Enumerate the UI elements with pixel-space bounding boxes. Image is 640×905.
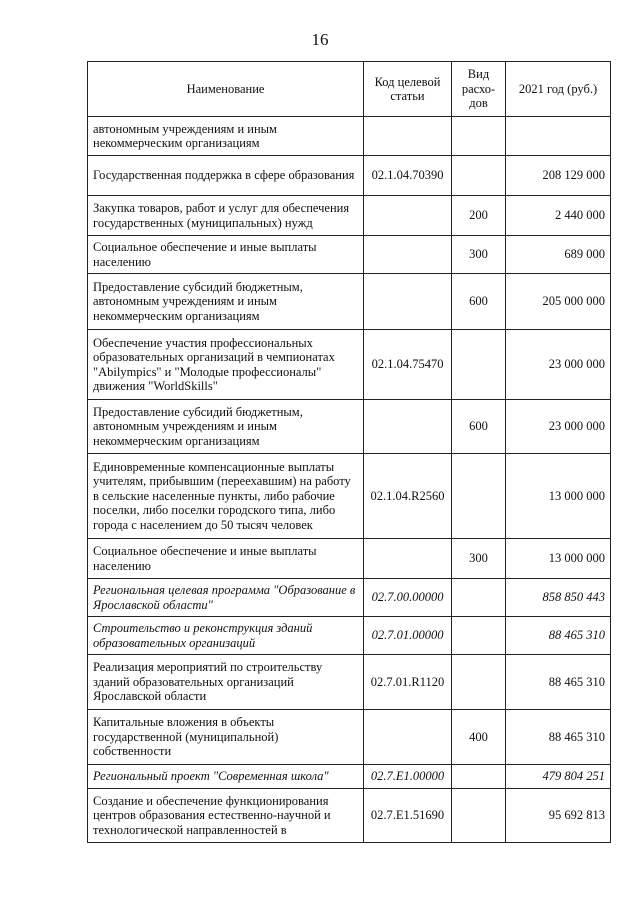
header-code: Код целевой статьи — [364, 62, 452, 117]
table-row — [88, 454, 611, 539]
row-code: 02.1.04.75470 — [364, 330, 452, 400]
row-name: Предоставление субсидий бюджетным, автономным учреждениям и иным некоммерческим организациям — [88, 400, 364, 454]
row-name: Обеспечение участия профессиональных образовательных организаций в чемпионатах "Abilympics" и "Молодые профессионалы" движения "WorldSkills" — [88, 330, 364, 400]
row-sum: 88 465 310 — [506, 617, 611, 655]
row-sum: 479 804 251 — [506, 765, 611, 789]
row-code — [364, 539, 452, 579]
row-code: 02.7.01.00000 — [364, 617, 452, 655]
header-sum: 2021 год (руб.) — [506, 62, 611, 117]
row-sum — [506, 117, 611, 156]
table-body — [88, 117, 611, 843]
row-code — [364, 274, 452, 330]
table-row — [88, 400, 611, 454]
row-code — [364, 710, 452, 765]
row-kind — [452, 617, 506, 655]
table-row — [88, 789, 611, 843]
row-name: Реализация мероприятий по строительству зданий образовательных организаций Ярославской области — [88, 655, 364, 710]
table-row — [88, 330, 611, 400]
row-code: 02.1.04.R2560 — [364, 454, 452, 539]
header-kind: Вид расхо-дов — [452, 62, 506, 117]
row-kind: 200 — [452, 196, 506, 236]
table-row — [88, 156, 611, 196]
row-kind — [452, 330, 506, 400]
row-code — [364, 117, 452, 156]
row-name: автономным учреждениям и иным некоммерческим организациям — [88, 117, 364, 156]
row-kind — [452, 454, 506, 539]
table-row — [88, 236, 611, 274]
table-row — [88, 655, 611, 710]
row-name: Закупка товаров, работ и услуг для обеспечения государственных (муниципальных) нужд — [88, 196, 364, 236]
row-sum: 2 440 000 — [506, 196, 611, 236]
row-name: Капитальные вложения в объекты государственной (муниципальной) собственности — [88, 710, 364, 765]
row-kind: 600 — [452, 274, 506, 330]
row-code — [364, 196, 452, 236]
row-sum: 95 692 813 — [506, 789, 611, 843]
table-header — [88, 62, 611, 117]
row-code: 02.7.Е1.51690 — [364, 789, 452, 843]
row-code: 02.7.Е1.00000 — [364, 765, 452, 789]
row-sum: 23 000 000 — [506, 330, 611, 400]
table-row — [88, 196, 611, 236]
row-code — [364, 400, 452, 454]
row-sum: 88 465 310 — [506, 655, 611, 710]
row-kind — [452, 789, 506, 843]
row-name: Государственная поддержка в сфере образования — [88, 156, 364, 196]
header-row — [88, 62, 611, 117]
row-kind — [452, 655, 506, 710]
budget-table — [87, 61, 611, 843]
table-row — [88, 539, 611, 579]
table-row-program — [88, 765, 611, 789]
row-sum: 13 000 000 — [506, 539, 611, 579]
table-row — [88, 274, 611, 330]
row-sum: 88 465 310 — [506, 710, 611, 765]
row-code: 02.7.01.R1120 — [364, 655, 452, 710]
row-sum: 13 000 000 — [506, 454, 611, 539]
row-kind: 300 — [452, 539, 506, 579]
row-kind — [452, 765, 506, 789]
row-kind — [452, 117, 506, 156]
row-sum: 208 129 000 — [506, 156, 611, 196]
row-code: 02.7.00.00000 — [364, 579, 452, 617]
row-kind — [452, 579, 506, 617]
row-code — [364, 236, 452, 274]
table-row — [88, 710, 611, 765]
row-kind: 400 — [452, 710, 506, 765]
table-row-program — [88, 617, 611, 655]
page-number: 16 — [311, 30, 329, 49]
row-name: Предоставление субсидий бюджетным, автономным учреждениям и иным некоммерческим организациям — [88, 274, 364, 330]
header-name: Наименование — [88, 62, 364, 117]
row-sum: 23 000 000 — [506, 400, 611, 454]
row-sum: 858 850 443 — [506, 579, 611, 617]
row-name: Региональная целевая программа "Образование в Ярославской области" — [88, 579, 364, 617]
row-kind: 600 — [452, 400, 506, 454]
row-name: Социальное обеспечение и иные выплаты населению — [88, 539, 364, 579]
row-code: 02.1.04.70390 — [364, 156, 452, 196]
table-row — [88, 117, 611, 156]
row-sum: 689 000 — [506, 236, 611, 274]
table-row-program — [88, 579, 611, 617]
row-kind: 300 — [452, 236, 506, 274]
row-name: Создание и обеспечение функционирования центров образования естественно-научной и технологической направленностей в — [88, 789, 364, 843]
row-sum: 205 000 000 — [506, 274, 611, 330]
row-name: Строительство и реконструкция зданий образовательных организаций — [88, 617, 364, 655]
row-name: Социальное обеспечение и иные выплаты населению — [88, 236, 364, 274]
row-name: Региональный проект "Современная школа" — [88, 765, 364, 789]
row-kind — [452, 156, 506, 196]
row-name: Единовременные компенсационные выплаты учителям, прибывшим (переехавшим) на работу в сельские населенные пункты, либо рабочие поселки, либо поселки городского типа, либо города с населением до 50 тысяч человек — [88, 454, 364, 539]
